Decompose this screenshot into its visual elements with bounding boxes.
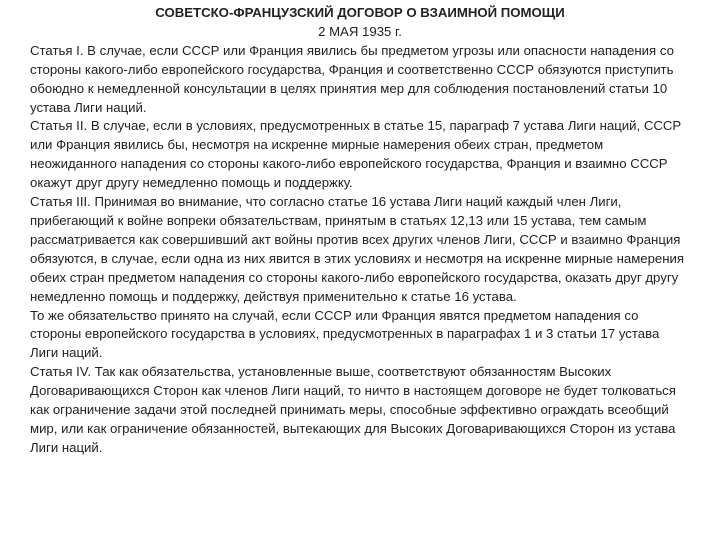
document-title: СОВЕТСКО-ФРАНЦУЗСКИЙ ДОГОВОР О ВЗАИМНОЙ ПОМОЩИ [155,5,565,20]
article-2-paragraph: Статья II. В случае, если в условиях, предусмотренных в статье 15, параграф 7 устава Лиги наций, СССР или Франция явились бы, несмотря на искренне мирные намерения обеих стран, предметом неожиданного нападения со стороны какого-либо европейского государства, Франция и взаимно СССР окажут друг другу немедленно помощь и поддержку. [30,118,682,191]
document-body [30,4,690,458]
document-date: 2 МАЯ 1935 г. [318,23,402,39]
article-3-continuation-paragraph: То же обязательство принято на случай, если СССР или Франция явятся предметом нападения со стороны европейского государства в условиях, предусмотренных в параграфах 1 и 3 статьи 17 устава Лиги наций. [30,307,660,361]
article-1-paragraph: Статья I. В случае, если СССР или Франция явились бы предметом угрозы или опасности нападения со стороны какого-либо европейского государства, Франция и соответственно СССР обязуются приступить обоюдно к немедленной консультации в целях принятия мер для соблюдения постановлений статьи 10 устава Лиги наций. [30,42,674,115]
article-3-paragraph: Статья III. Принимая во внимание, что согласно статье 16 устава Лиги наций каждый член Лиги, прибегающий к войне вопреки обязательствам, принятым в статьях 12,13 или 15 устава, тем самым рассматривается как совершивший акт войны против всех других членов Лиги, СССР и взаимно Франция обязуются, в случае, если одна из них явится в этих условиях и несмотря на искренне мирные намерения обеих стран предметом нападения со стороны какого-либо европейского государства, оказать друг другу немедленно помощь и поддержку, действуя применительно к статье 16 устава. [30,194,685,304]
article-4-paragraph: Статья IV. Так как обязательства, установленные выше, соответствуют обязанностям Высоких Договаривающихся Сторон как членов Лиги наций, то ничто в настоящем договоре не будет толковаться как ограничение задачи этой последней принимать меры, способные эффективно ограждать всеобщий мир, или как ограничение обязанностей, вытекающих для Высоких Договаривающихся Сторон из устава Лиги наций. [30,364,676,455]
